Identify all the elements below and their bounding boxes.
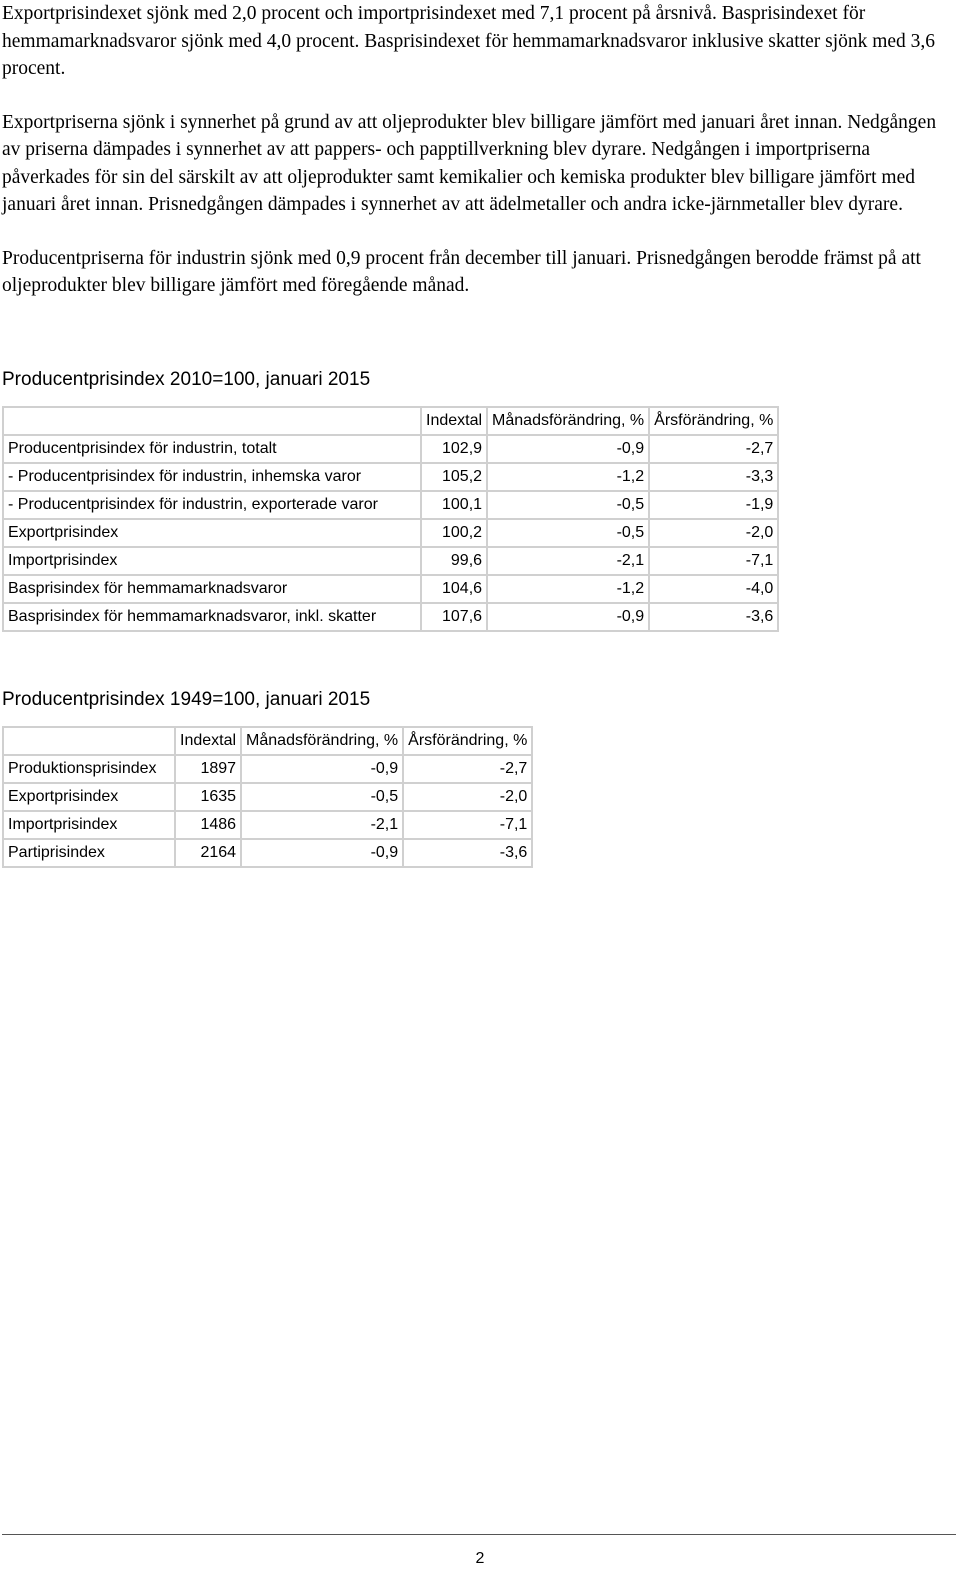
paragraph-producer-prices: Producentpriserna för industrin sjönk med 0,9 procent från december till januari. Prisnedgången berodde främst på att oljeprodukter blev billigare jämfört med föregående månad. [2,247,921,296]
cell-monthly-change: -2,1 [487,547,649,575]
cell-monthly-change: -1,2 [487,575,649,603]
cell-indextal: 100,2 [421,519,487,547]
header-indextal: Indextal [175,727,241,755]
cell-indextal: 102,9 [421,435,487,463]
cell-monthly-change: -1,2 [487,463,649,491]
cell-annual-change: -4,0 [649,575,778,603]
header-monthly-change: Månadsförändring, % [241,727,403,755]
table-row [3,575,778,603]
header-monthly-change: Månadsförändring, % [487,407,649,435]
page-number: 2 [475,1550,485,1567]
row-label: Exportprisindex [3,519,421,547]
table-header-row [3,727,532,755]
paragraph-export-import: Exportprisindexet sjönk med 2,0 procent och importprisindexet med 7,1 procent på årsnivå. Basprisindexet för hemmamarknadsvaror sjönk med 4,0 procent. Basprisindexet för hemmamarknadsvaror inklusive skatter sjönk med 3,6 procent. [2,3,936,79]
cell-annual-change: -3,3 [649,463,778,491]
row-label: Partiprisindex [3,839,175,867]
footer-divider [2,1534,956,1535]
cell-monthly-change: -0,5 [241,783,403,811]
body-text [2,0,958,326]
row-label: Importprisindex [3,547,421,575]
row-label: - Producentprisindex för industrin, exporterade varor [3,491,421,519]
row-label: Importprisindex [3,811,175,839]
cell-annual-change: -7,1 [649,547,778,575]
table-row [3,435,778,463]
table-header-row [3,407,778,435]
cell-monthly-change: -0,9 [241,839,403,867]
table2 [2,726,533,868]
cell-indextal: 100,1 [421,491,487,519]
row-label: Produktionsprisindex [3,755,175,783]
table-row [3,839,532,867]
cell-indextal: 1897 [175,755,241,783]
cell-monthly-change: -0,9 [487,603,649,631]
row-label: Basprisindex för hemmamarknadsvaror, inkl. skatter [3,603,421,631]
cell-monthly-change: -0,5 [487,491,649,519]
table-row [3,811,532,839]
table-row [3,603,778,631]
cell-monthly-change: -0,5 [487,519,649,547]
cell-annual-change: -3,6 [403,839,532,867]
cell-annual-change: -3,6 [649,603,778,631]
cell-annual-change: -2,7 [649,435,778,463]
cell-indextal: 1486 [175,811,241,839]
cell-indextal: 1635 [175,783,241,811]
row-label: - Producentprisindex för industrin, inhemska varor [3,463,421,491]
cell-indextal: 104,6 [421,575,487,603]
row-label: Basprisindex för hemmamarknadsvaror [3,575,421,603]
header-annual-change: Årsförändring, % [403,727,532,755]
header-indextal: Indextal [421,407,487,435]
table-row [3,755,532,783]
cell-monthly-change: -0,9 [241,755,403,783]
cell-annual-change: -7,1 [403,811,532,839]
cell-annual-change: -2,7 [403,755,532,783]
cell-annual-change: -2,0 [403,783,532,811]
cell-annual-change: -1,9 [649,491,778,519]
table2-title: Producentprisindex 1949=100, januari 2015 [2,689,371,710]
table-row [3,547,778,575]
table-row [3,463,778,491]
row-label: Producentprisindex för industrin, totalt [3,435,421,463]
header-annual-change: Årsförändring, % [649,407,778,435]
cell-monthly-change: -2,1 [241,811,403,839]
table1-title: Producentprisindex 2010=100, januari 2015 [2,369,371,390]
table-row [3,491,778,519]
table-row [3,783,532,811]
cell-indextal: 105,2 [421,463,487,491]
cell-indextal: 99,6 [421,547,487,575]
header-label-col [3,407,421,435]
header-label-col [3,727,175,755]
table1 [2,406,779,632]
row-label: Exportprisindex [3,783,175,811]
table-row [3,519,778,547]
paragraph-export-details: Exportpriserna sjönk i synnerhet på grund av att oljeprodukter blev billigare jämfört med januari året innan. Nedgången av priserna dämpades i synnerhet av att pappers- och papptillverkning blev dyrare. Nedgången i importpriserna påverkades för sin del särskilt av att oljeprodukter samt kemikalier och kemiska produkter blev billigare jämfört med januari året innan. Prisnedgången dämpades i synnerhet av att ädelmetaller och andra icke-järnmetaller blev dyrare. [2,111,937,215]
cell-indextal: 2164 [175,839,241,867]
cell-indextal: 107,6 [421,603,487,631]
cell-annual-change: -2,0 [649,519,778,547]
cell-monthly-change: -0,9 [487,435,649,463]
